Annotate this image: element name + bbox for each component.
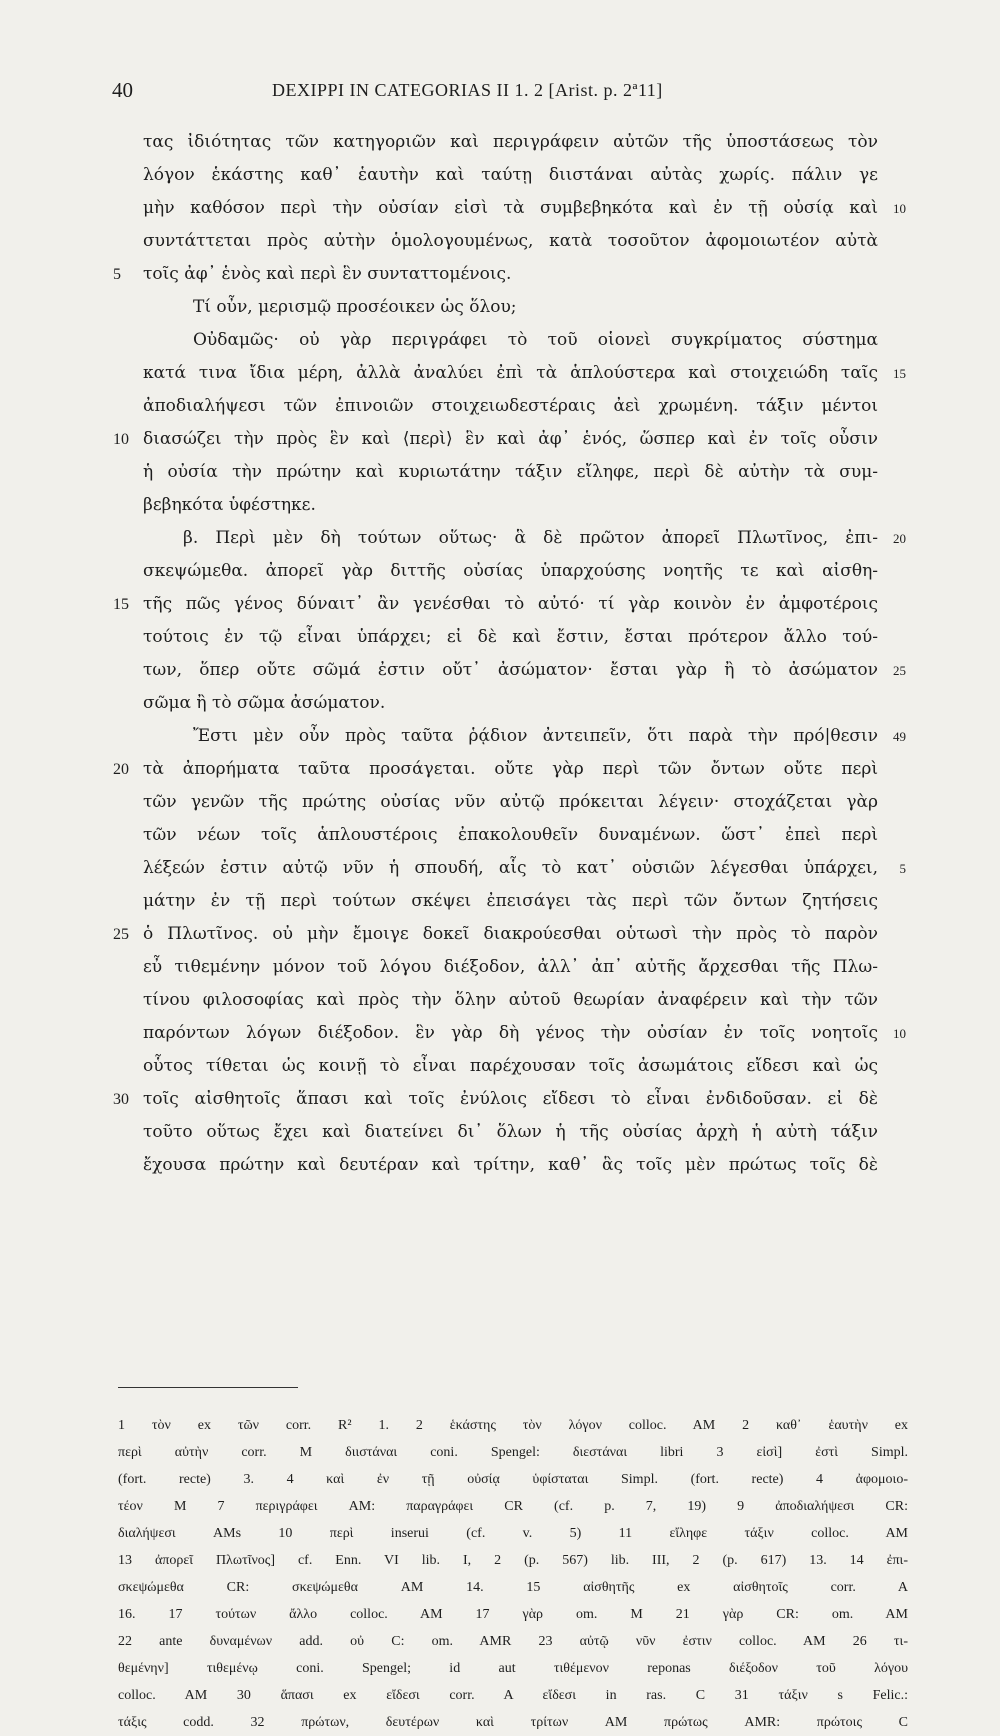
text-line-content: διασώζει τὴν πρὸς ἓν καὶ ⟨περὶ⟩ ἓν καὶ ἀφ᾽ ἑνός, ὥσπερ καὶ ἐν τοῖς οὖσιν [143, 429, 878, 449]
text-line [143, 555, 878, 588]
running-title: DEXIPPI IN CATEGORIAS II 1. 2 [Arist. p. 2ª11] [272, 80, 663, 100]
text-line [143, 720, 906, 753]
text-line-content: λέξεών ἐστιν αὐτῷ νῦν ἡ σπουδή, αἷς τὸ κατ᾽ οὐσιῶν λέγεσθαι ὑπάρχει, [143, 858, 878, 878]
line-number-right: 20 [893, 531, 906, 546]
text-line-content: τοῖς ἀφ᾽ ἑνὸς καὶ περὶ ἓν συνταττομένοις. [143, 264, 512, 284]
text-line-content: συντάττεται πρὸς αὐτὴν ὁμολογουμένως, κατὰ τοσοῦτον ἀφομοιωτέον αὐτὰ [143, 231, 878, 251]
text-line [143, 456, 878, 489]
line-number-right: 15 [893, 366, 906, 381]
text-line-content: κατά τινα ἴδια μέρη, ἀλλὰ ἀναλύει ἐπὶ τὰ ἁπλούστερα καὶ στοιχειώδη ταῖς [143, 363, 878, 383]
page-header [112, 78, 882, 112]
footnote-line: σκεψώμεθα CR: σκεψώμεθα AM 14. 15 αἰσθητῆς ex αἰσθητοῖς corr. A [118, 1580, 908, 1595]
footnote-line: διαλήψεσι AMs 10 περὶ inserui (cf. v. 5) 11 εἴληφε τάξιν colloc. AM [118, 1526, 908, 1541]
text-line [143, 192, 906, 225]
text-line [143, 885, 878, 918]
text-line [143, 786, 878, 819]
line-number-left: 5 [113, 266, 121, 283]
text-line [143, 951, 878, 984]
apparatus-criticus [118, 1412, 908, 1736]
footnote-line: θεμένην] τιθεμένῳ coni. Spengel; id aut τιθέμενον reponas διέξοδον τοῦ λόγου [118, 1661, 908, 1676]
line-number-left: 30 [113, 1091, 129, 1108]
page-number: 40 [112, 78, 133, 102]
footnote-line: colloc. AM 30 ἅπασι ex εἴδεσι corr. A εἴδεσι in ras. C 31 τάξιν s Felic.: [118, 1688, 908, 1703]
text-line-content: εὖ τιθεμένην μόνον τοῦ λόγου διέξοδον, ἀλλ᾽ ἀπ᾽ αὐτῆς ἄρχεσθαι τῆς Πλω- [143, 957, 878, 977]
text-line-content: των, ὅπερ οὔτε σῶμά ἐστιν οὔτ᾽ ἀσώματον· ἔσται γὰρ ἢ τὸ ἀσώματον [143, 660, 878, 680]
text-line-content: τίνου φιλοσοφίας καὶ πρὸς τὴν ὅλην αὐτοῦ θεωρίαν ἀναφέρειν καὶ τὴν τῶν [143, 990, 878, 1010]
text-line-content: τῆς πῶς γένος δύναιτ᾽ ἂν γενέσθαι τὸ αὐτό· τί γὰρ κοινὸν ἐν ἀμφοτέροις [143, 594, 878, 614]
text-line-content: τούτοις ἐν τῷ εἶναι ὑπάρχει; εἰ δὲ καὶ ἔστιν, ἔσται πρότερον ἄλλο τού- [143, 627, 878, 647]
line-number-left: 10 [113, 431, 129, 448]
footnote-line: 1 τὸν ex τῶν corr. R² 1. 2 ἑκάστης τὸν λόγον colloc. AM 2 καθ᾽ ἑαυτὴν ex [118, 1418, 908, 1433]
text-line-content: τὰ ἀπορήματα ταῦτα προσάγεται. οὔτε γὰρ περὶ τῶν ὄντων οὔτε περὶ [143, 759, 878, 779]
text-line-content: σῶμα ἢ τὸ σῶμα ἀσώματον. [143, 693, 386, 713]
text-line [113, 588, 878, 621]
footnote-line: 13 ἀπορεῖ Πλωτῖνος] cf. Enn. VI lib. I, 2 (p. 567) lib. III, 2 (p. 617) 13. 14 ἐπι- [118, 1553, 908, 1568]
text-line-content: μὴν καθόσον περὶ τὴν οὐσίαν εἰσὶ τὰ συμβεβηκότα καὶ ἐν τῇ οὐσίᾳ καὶ [143, 198, 878, 218]
text-line [113, 1083, 878, 1116]
text-line [143, 1017, 906, 1050]
text-line [143, 1149, 878, 1182]
text-line [143, 126, 878, 159]
text-line-content: τας ἰδιότητας τῶν κατηγοριῶν καὶ περιγράφειν αὐτῶν τῆς ὑποστάσεως τὸν [143, 132, 878, 152]
line-number-right: 10 [893, 1026, 906, 1041]
footnote-line: 16. 17 τούτων ἄλλο colloc. AM 17 γὰρ om. M 21 γὰρ CR: om. AM [118, 1607, 908, 1622]
text-line [143, 291, 878, 324]
text-line [143, 1050, 878, 1083]
text-line [113, 258, 878, 291]
line-number-right: 25 [893, 663, 906, 678]
footnote-rule [118, 1387, 298, 1388]
text-line-content: μάτην ἐν τῇ περὶ τούτων σκέψει ἐπεισάγει τὰς περὶ τῶν ὄντων ζητήσεις [143, 891, 878, 911]
text-line [143, 687, 878, 720]
text-line [113, 753, 878, 786]
text-line-content: τῶν γενῶν τῆς πρώτης οὐσίας νῦν αὐτῷ πρόκειται λέγειν· στοχάζεται γὰρ [143, 792, 878, 812]
text-line [113, 423, 878, 456]
line-number-right: 10 [893, 201, 906, 216]
footnote-line: (fort. recte) 3. 4 καὶ ἐν τῇ οὐσίᾳ ὑφίσταται Simpl. (fort. recte) 4 ἀφομοιο- [118, 1472, 908, 1487]
footnote-line: τάξις codd. 32 πρώτων, δευτέρων καὶ τρίτων AM πρώτως AMR: πρώτοις C [118, 1715, 908, 1730]
text-line [143, 654, 906, 687]
text-line [143, 522, 906, 555]
line-number-left: 20 [113, 761, 129, 778]
text-line-content: Ἔστι μὲν οὖν πρὸς ταῦτα ῥᾴδιον ἀντειπεῖν, ὅτι παρὰ τὴν πρό|θεσιν [193, 726, 878, 746]
text-line [143, 159, 878, 192]
text-line [143, 1116, 878, 1149]
text-line-content: τῶν νέων τοῖς ἁπλουστέροις ἐπακολουθεῖν δυναμένων. ὥστ᾽ ἐπεὶ περὶ [143, 825, 878, 845]
line-number-left: 25 [113, 926, 129, 943]
text-line-content: οὗτος τίθεται ὡς κοινῇ τὸ εἶναι παρέχουσαν τοῖς ἀσωμάτοις εἴδεσι καὶ ὡς [143, 1056, 878, 1076]
text-line [143, 357, 906, 390]
line-number-right: 49 [893, 729, 906, 744]
text-line-content: τοῦτο οὕτως ἔχει καὶ διατείνει δι᾽ ὅλων ἡ τῆς οὐσίας ἀρχὴ ἡ αὐτὴ τάξιν [143, 1122, 878, 1142]
text-line-content: βεβηκότα ὑφέστηκε. [143, 495, 316, 515]
text-line [143, 489, 878, 522]
text-line-content: παρόντων λόγων διέξοδον. ἓν γὰρ δὴ γένος τὴν οὐσίαν ἐν τοῖς νοητοῖς [143, 1023, 878, 1043]
text-line [143, 852, 906, 885]
footnote-line: τέον M 7 περιγράφει AM: παραγράφει CR (cf. p. 7, 19) 9 ἀποδιαλήψεσι CR: [118, 1499, 908, 1514]
text-line [143, 225, 878, 258]
text-line-content: ὁ Πλωτῖνος. οὐ μὴν ἔμοιγε δοκεῖ διακρούεσθαι οὑτωσὶ τὴν πρὸς τὸ παρὸν [143, 924, 878, 944]
text-line-content: τοῖς αἰσθητοῖς ἅπασι καὶ τοῖς ἐνύλοις εἴδεσι τὸ εἶναι ἐνδιδοῦσαν. εἰ δὲ [143, 1089, 878, 1109]
text-line-content: β. Περὶ μὲν δὴ τούτων οὕτως· ἃ δὲ πρῶτον ἀπορεῖ Πλωτῖνος, ἐπι- [183, 528, 878, 548]
text-line-content: ἡ οὐσία τὴν πρώτην καὶ κυριωτάτην τάξιν εἴληφε, περὶ δὲ αὐτὴν τὰ συμ- [143, 462, 878, 482]
text-line-content: σκεψώμεθα. ἀπορεῖ γὰρ διττῆς οὐσίας ὑπαρχούσης νοητῆς τε καὶ αἰσθη- [143, 561, 878, 581]
text-line [143, 984, 878, 1017]
text-line-content: λόγον ἑκάστης καθ᾽ ἑαυτὴν καὶ ταύτῃ διιστάναι αὐτὰς χωρίς. πάλιν γε [143, 165, 878, 185]
text-line-content: Οὐδαμῶς· οὐ γὰρ περιγράφει τὸ τοῦ οἱονεὶ συγκρίματος σύστημα [193, 330, 878, 350]
text-line-content: Τί οὖν, μερισμῷ προσέοικεν ὡς ὅλου; [193, 297, 517, 317]
text-line [143, 819, 878, 852]
text-line [143, 324, 878, 357]
footnote-line: περὶ αὐτὴν corr. M διιστάναι coni. Spengel: διεστάναι libri 3 εἰσὶ] ἐστὶ Simpl. [118, 1445, 908, 1460]
text-line-content: ἀποδιαλήψεσι τῶν ἐπινοιῶν στοιχειωδεστέραις ἀεὶ χρωμένη. τάξιν μέντοι [143, 396, 878, 416]
text-line [113, 918, 878, 951]
text-line [143, 390, 878, 423]
line-number-left: 15 [113, 596, 129, 613]
footnote-line: 22 ante δυναμένων add. οὐ C: om. AMR 23 αὐτῷ νῦν ἐστιν colloc. AM 26 τι- [118, 1634, 908, 1649]
text-line [143, 621, 878, 654]
line-number-right: 5 [899, 861, 906, 876]
main-text [113, 126, 906, 1182]
text-line-content: ἔχουσα πρώτην καὶ δευτέραν καὶ τρίτην, καθ᾽ ἃς τοῖς μὲν πρώτως τοῖς δὲ [143, 1155, 878, 1175]
